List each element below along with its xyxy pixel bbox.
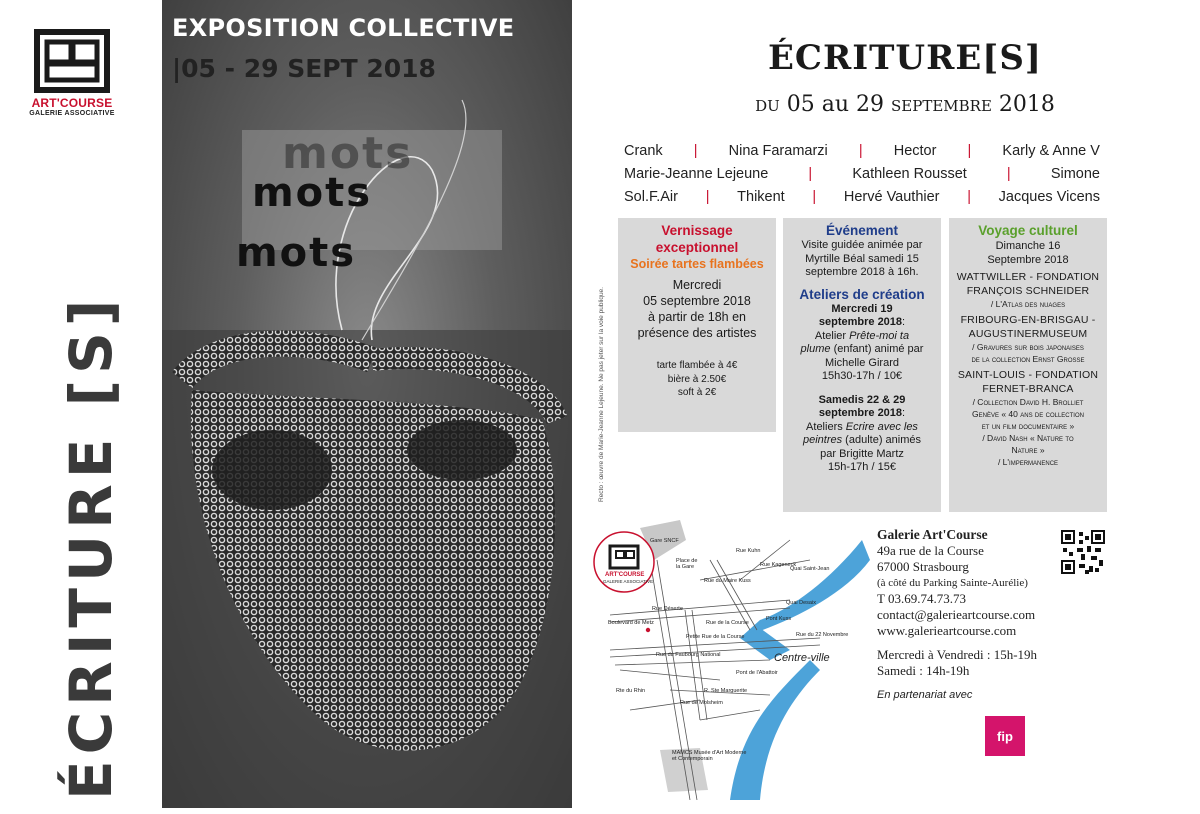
map-label: Quai Desaix <box>786 600 816 606</box>
evenement-box <box>783 218 941 512</box>
page-title: ÉCRITURE[S] <box>768 38 1042 78</box>
map-label: Rue du Maire Kuss <box>704 578 751 584</box>
vernissage-title-2: exceptionnel <box>655 240 739 255</box>
atelier2-date: Samedis 22 & 29 <box>818 393 906 406</box>
artwork-panel <box>162 0 572 808</box>
artist-separator: | <box>705 189 710 205</box>
dates-month: septembre <box>891 92 992 117</box>
map-label: Gare SNCF <box>650 538 679 544</box>
map-label: R. Ste Marguerite <box>704 688 748 694</box>
stop1-place-2: FRANÇOIS SCHNEIDER <box>966 285 1090 297</box>
artist-name: Hector <box>893 143 937 159</box>
artcourse-logo <box>24 28 120 117</box>
atelier2-colon: : <box>902 407 906 419</box>
gallery-email[interactable]: contact@galerieartcourse.com <box>877 607 1036 622</box>
artist-separator: | <box>967 189 971 205</box>
map-label: Pont Kuss <box>766 616 792 622</box>
vernissage-box <box>618 218 776 432</box>
vertical-title: ÉCRITURE [S] <box>57 293 125 800</box>
artist-name: Simone <box>1050 166 1100 182</box>
map-label: Pont de l'Abattoir <box>736 670 778 676</box>
opening-hours: Mercredi à Vendredi : 15h-19h <box>877 647 1038 662</box>
voyage-date-2: Septembre 2018 <box>987 254 1069 266</box>
atelier1-date-2: septembre 2018 <box>818 316 903 328</box>
atelier2-text: (adulte) animés <box>842 434 921 446</box>
artist-name: Kathleen Rousset <box>852 166 967 182</box>
gallery-note: (à côté du Parking Sainte-Aurélie) <box>877 577 1028 589</box>
artist-name: Sol.F.Air <box>624 189 678 205</box>
gallery-street: 49a rue de la Course <box>877 543 984 558</box>
vernissage-presence: présence des artistes <box>637 326 757 340</box>
map-label: Rue de la Course <box>706 620 749 626</box>
stop1-detail: / L'Atlas des nuages <box>990 299 1066 309</box>
artist-name: Jacques Vicens <box>998 189 1100 205</box>
map-centre-ville: Centre-ville <box>774 652 830 664</box>
map-label: Petite Rue de la Course <box>686 634 745 640</box>
stop1-place: WATTWILLER - FONDATION <box>956 271 1100 283</box>
artist-list <box>624 140 1100 209</box>
artist-name: Crank <box>624 143 663 159</box>
atelier2-title: Ecrire avec les <box>845 420 918 433</box>
exhibition-dates <box>590 92 1200 117</box>
gallery-contact <box>877 527 1037 679</box>
artist-row <box>624 186 1100 209</box>
artist-row <box>624 140 1100 163</box>
map-logo-subtitle: GALERIE ASSOCIATIVE <box>603 579 654 584</box>
map-logo-name: ART'COURSE <box>605 572 645 578</box>
atelier1-title: Prête-moi ta <box>849 329 910 342</box>
artist-separator: | <box>858 143 863 159</box>
atelier2-date-2: septembre 2018 <box>818 407 903 419</box>
artist-separator: | <box>808 166 813 182</box>
art-word-1: mots <box>282 128 414 179</box>
atelier1-line <box>787 343 937 357</box>
artist-separator: | <box>967 143 972 159</box>
artcourse-logo-mark-icon <box>33 28 111 94</box>
price-biere: bière à 2.50€ <box>667 373 727 385</box>
artist-separator: | <box>1006 166 1011 182</box>
evenement-title: Événement <box>825 223 899 238</box>
stop3-detail: Genève « 40 ans de collection <box>972 409 1084 419</box>
atelier2-host: par Brigitte Martz <box>820 447 904 460</box>
art-word-2: mots <box>252 170 373 216</box>
voyage-box <box>949 218 1107 512</box>
atelier2-text: Ateliers <box>806 420 846 433</box>
map-label: Rue Kuhn <box>736 548 761 554</box>
stop3-place-2: FERNET-BRANCA <box>982 383 1074 395</box>
artist-name: Nina Faramarzi <box>728 143 828 159</box>
partner-label: En partenariat avec <box>877 689 973 701</box>
dates-range: 05 au 29 <box>786 92 885 117</box>
map-label: Rte du Rhin <box>616 688 646 694</box>
stop3-detail: / Collection David H. Brolliet <box>972 397 1084 407</box>
stop2-detail-2: de la collection Ernst Grosse <box>971 354 1085 364</box>
art-word-3: mots <box>236 230 357 276</box>
atelier1-colon: : <box>902 316 906 328</box>
map-label: Quai Saint-Jean <box>790 566 830 572</box>
logo-name: ART'COURSE <box>31 96 113 110</box>
artist-separator: | <box>693 143 698 159</box>
map-label: MAMCS Musée d'Art Moderne et Contemporain <box>672 750 747 762</box>
evenement-text: septembre 2018 à 16h. <box>805 266 919 278</box>
voyage-date: Dimanche 16 <box>995 240 1061 252</box>
price-soft: soft à 2€ <box>677 387 717 398</box>
vernissage-date: 05 septembre 2018 <box>643 294 751 308</box>
artist-name: Hervé Vauthier <box>843 189 940 205</box>
stop2-detail: / Gravures sur bois japonaises <box>972 342 1084 352</box>
vernissage-day: Mercredi <box>672 278 722 292</box>
atelier1-host: Michelle Girard <box>825 356 899 369</box>
stop3-detail: Nature » <box>1011 445 1045 455</box>
artwork-credit: Recto : œuvre de Marie-Jeanne Lejeune. Ne pas jeter sur la voie publique. <box>598 287 605 502</box>
gallery-name: Galerie Art'Course <box>877 527 988 542</box>
gallery-phone: T 03.69.74.73.73 <box>877 591 966 606</box>
voyage-title: Voyage culturel <box>978 223 1078 238</box>
atelier1-text: Atelier <box>814 329 850 342</box>
map-label: Rue Kageneck <box>760 562 797 568</box>
vernissage-title: Vernissage <box>661 223 733 238</box>
map-label: Rue Déserte <box>652 606 683 612</box>
artist-name: Marie-Jeanne Lejeune <box>624 166 769 182</box>
atelier1-title-2: plume <box>800 343 831 355</box>
atelier2-date-line <box>787 407 937 421</box>
atelier1-date: Mercredi 19 <box>831 302 893 315</box>
opening-hours-saturday: Samedi : 14h-19h <box>877 663 970 678</box>
atelier1-price: 15h30-17h / 10€ <box>821 370 903 382</box>
vernissage-time: à partir de 18h en <box>648 310 746 324</box>
stop3-detail: / David Nash « Nature to <box>982 433 1074 443</box>
artist-separator: | <box>812 189 817 205</box>
artist-name: Karly & Anne V <box>1002 143 1100 159</box>
map-label: Rue du 22 Novembre <box>796 632 849 638</box>
gallery-city: 67000 Strasbourg <box>877 559 969 574</box>
atelier2-line <box>787 421 937 435</box>
qr-code-icon[interactable] <box>1061 530 1105 574</box>
map-label: Rue de Molsheim <box>680 700 723 706</box>
stop2-place-2: AUGUSTINERMUSEUM <box>968 328 1088 340</box>
artist-row <box>624 163 1100 186</box>
atelier1-text: (enfant) animé par <box>830 343 924 355</box>
atelier2-line <box>787 434 937 448</box>
vernissage-subtitle: Soirée tartes flambées <box>630 257 764 271</box>
stop3-detail: et un film documentaire » <box>981 421 1075 431</box>
exposition-heading: EXPOSITION COLLECTIVE <box>172 14 515 42</box>
logo-subtitle: GALERIE ASSOCIATIVE <box>29 110 115 117</box>
dates-prefix: du <box>755 92 780 117</box>
map-label: Rue du Faubourg National <box>656 652 721 658</box>
price-tarte: tarte flambée à 4€ <box>656 360 738 371</box>
atelier2-title-2: peintres <box>802 434 843 446</box>
artist-name: Thikent <box>737 189 785 205</box>
atelier2-price: 15h-17h / 15€ <box>828 461 896 473</box>
evenement-text: Myrtille Béal samedi 15 <box>805 252 919 265</box>
stop3-place: SAINT-LOUIS - FONDATION <box>957 369 1099 381</box>
gallery-website[interactable]: www.galerieartcourse.com <box>877 623 1017 638</box>
evenement-text: Visite guidée animée par <box>801 239 923 251</box>
map-label: Place de la Gare <box>676 558 698 570</box>
fip-logo: fip <box>985 716 1025 756</box>
ateliers-title: Ateliers de création <box>799 286 925 302</box>
atelier1-date-line <box>787 316 937 330</box>
dates-year: 2018 <box>998 92 1055 117</box>
basket-artwork-illustration <box>162 0 572 808</box>
location-map <box>590 520 870 800</box>
stop3-detail: / L'impermanence <box>997 457 1059 467</box>
stop2-place: FRIBOURG-EN-BRISGAU - <box>960 314 1096 326</box>
exposition-dates: |05 - 29 SEPT 2018 <box>172 54 436 83</box>
atelier1-line <box>787 330 937 344</box>
map-label: Boulevard de Metz <box>608 620 654 626</box>
